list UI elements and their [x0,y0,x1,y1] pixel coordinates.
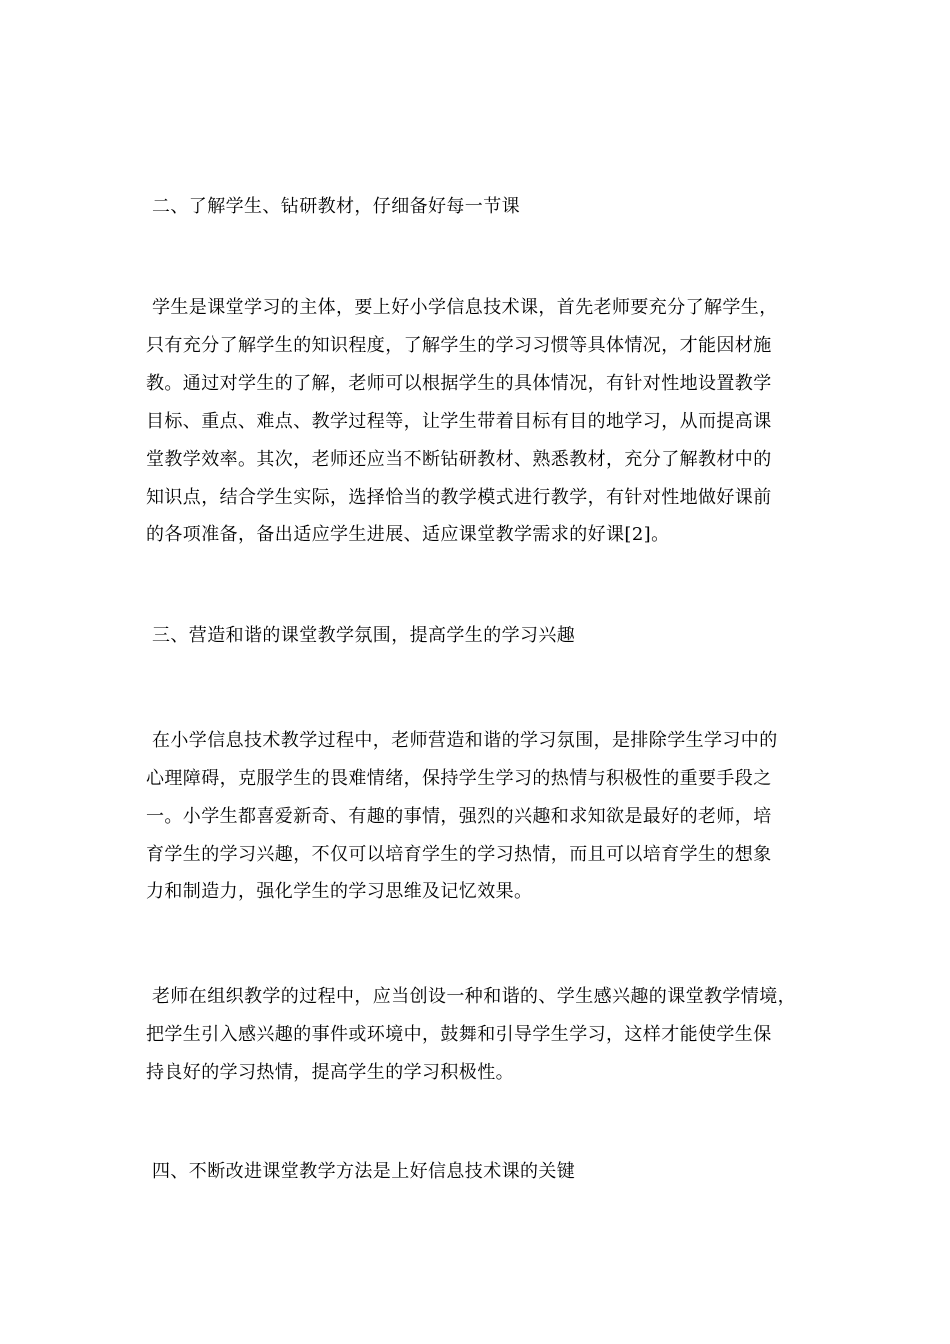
section-heading: 三、营造和谐的课堂教学氛围，提高学生的学习兴趣 [152,625,576,646]
paragraph-line: 一。小学生都喜爱新奇、有趣的事情，强烈的兴趣和求知欲是最好的老师，培 [146,806,772,827]
paragraph-line: 的各项准备，备出适应学生进展、适应课堂教学需求的好课[2]。 [146,524,670,545]
paragraph-line: 在小学信息技术教学过程中，老师营造和谐的学习氛围，是排除学生学习中的 [152,730,778,751]
paragraph-line: 堂教学效率。其次，老师还应当不断钻研教材、熟悉教材，充分了解教材中的 [146,449,772,470]
paragraph-line: 学生是课堂学习的主体，要上好小学信息技术课，首先老师要充分了解学生， [152,297,778,318]
section-heading: 二、了解学生、钻研教材，仔细备好每一节课 [152,196,520,217]
paragraph-line: 目标、重点、难点、教学过程等，让学生带着目标有目的地学习，从而提高课 [146,411,772,432]
section-heading: 四、不断改进课堂教学方法是上好信息技术课的关键 [152,1161,576,1182]
paragraph-line: 教。通过对学生的了解，老师可以根据学生的具体情况，有针对性地设置教学 [146,373,772,394]
paragraph-line: 知识点，结合学生实际，选择恰当的教学模式进行教学，有针对性地做好课前 [146,487,772,508]
paragraph-line: 把学生引入感兴趣的事件或环境中，鼓舞和引导学生学习，这样才能使学生保 [146,1024,772,1045]
paragraph-line: 力和制造力，强化学生的学习思维及记忆效果。 [146,881,533,902]
paragraph-line: 只有充分了解学生的知识程度，了解学生的学习习惯等具体情况，才能因材施 [146,335,772,356]
paragraph-line: 育学生的学习兴趣，不仅可以培育学生的学习热情，而且可以培育学生的想象 [146,844,772,865]
paragraph-line: 心理障碍，克服学生的畏难情绪，保持学生学习的热情与积极性的重要手段之 [146,768,772,789]
paragraph-line: 老师在组织教学的过程中，应当创设一种和谐的、学生感兴趣的课堂教学情境， [152,986,796,1007]
paragraph-line: 持良好的学习热情，提高学生的学习积极性。 [146,1062,514,1083]
